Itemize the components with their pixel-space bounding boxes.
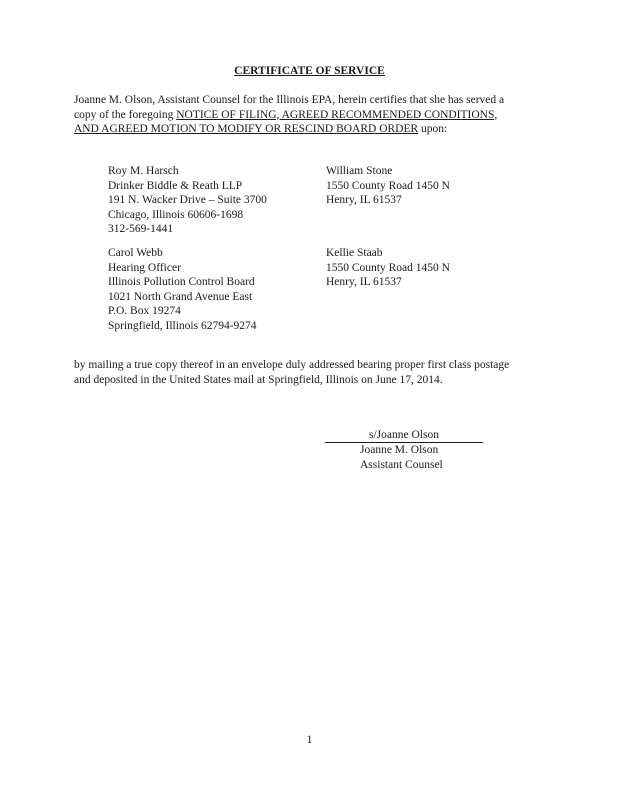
address-line: Henry, IL 61537 <box>326 194 402 206</box>
address-line: 1550 County Road 1450 N <box>326 179 450 192</box>
address-line: P.O. Box 19274 <box>108 305 181 317</box>
address-line: 1550 County Road 1450 N <box>326 261 450 274</box>
recipient-name: Carol Webb <box>108 247 163 259</box>
phone-number: 312-569-1441 <box>108 223 174 235</box>
page-title: CERTIFICATE OF SERVICE <box>234 65 385 77</box>
recipient-name: William Stone <box>326 165 393 177</box>
address-line: Henry, IL 61537 <box>326 276 402 288</box>
intro-paragraph <box>74 93 544 137</box>
intro-line-2-text: copy of the foregoing <box>74 108 177 121</box>
documents-served-part-2: AND AGREED MOTION TO MODIFY OR RESCIND BOARD ORDER <box>74 123 419 135</box>
recipient-address-block <box>108 164 267 237</box>
intro-line-2 <box>74 108 544 123</box>
address-line: 191 N. Wacker Drive – Suite 3700 <box>108 194 267 206</box>
address-line: Drinker Biddle & Reath LLP <box>108 179 243 192</box>
recipient-address-block <box>326 164 450 208</box>
recipient-name: Kellie Staab <box>326 247 383 259</box>
recipient-title: Hearing Officer <box>108 261 181 274</box>
electronic-signature: s/Joanne Olson <box>325 429 483 443</box>
recipient-address-block <box>326 246 450 290</box>
signature-block <box>325 428 483 472</box>
address-line: 1021 North Grand Avenue East <box>108 290 253 303</box>
intro-line-3-text: upon: <box>418 123 448 135</box>
documents-served-part-1: NOTICE OF FILING, AGREED RECOMMENDED CONDITIONS, <box>176 108 498 121</box>
page-number: 1 <box>306 734 313 746</box>
closing-line-2: and deposited in the United States mail at Springfield, Illinois on June 17, 2014. <box>74 373 443 386</box>
intro-line-3 <box>74 122 544 137</box>
intro-line-1: Joanne M. Olson, Assistant Counsel for the Illinois EPA, herein certifies that she has served a <box>74 94 505 106</box>
address-line: Springfield, Illinois 62794-9274 <box>108 319 257 332</box>
closing-line-1: by mailing a true copy thereof in an envelope duly addressed bearing proper first class postage <box>74 359 510 371</box>
address-line: Chicago, Illinois 60606-1698 <box>108 208 244 221</box>
signer-title: Assistant Counsel <box>360 458 443 471</box>
address-line: Illinois Pollution Control Board <box>108 276 255 288</box>
closing-paragraph <box>74 358 544 387</box>
recipient-address-block <box>108 246 257 333</box>
signer-name: Joanne M. Olson <box>360 444 439 456</box>
recipient-name: Roy M. Harsch <box>108 165 179 177</box>
